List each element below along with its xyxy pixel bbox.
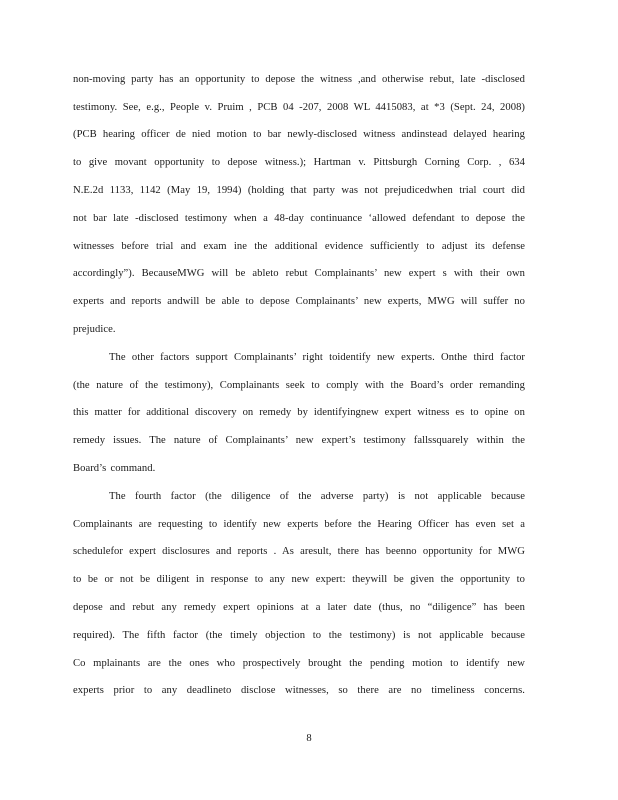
body-text-line: prejudice. xyxy=(73,324,116,335)
paragraph-first-line: The fourth factor (the diligence of the adverse party) is not applicable because xyxy=(109,491,525,502)
body-text-line: Complainants are requesting to identify new experts before the Hearing Officer has even set a xyxy=(73,519,525,530)
body-text-line: Board’s command. xyxy=(73,463,156,474)
body-text-line: testimony. See, e.g., People v. Pruim , PCB 04 -207, 2008 WL 4415083, at *3 (Sept. 24, 2008) xyxy=(73,102,525,113)
body-text-line: non-moving party has an opportunity to depose the witness ,and otherwise rebut, late -disclosed xyxy=(73,74,525,85)
page-number: 8 xyxy=(306,733,312,744)
body-text-line: depose and rebut any remedy expert opinions at a later date (thus, no “diligence” has been xyxy=(73,602,525,613)
body-text-line: (PCB hearing officer de nied motion to bar newly-disclosed witness andinstead delayed hearing xyxy=(73,129,525,140)
body-text-line: to give movant opportunity to depose witness.); Hartman v. Pittsburgh Corning Corp. , 634 xyxy=(73,157,525,168)
body-text-line: Co mplainants are the ones who prospectively brought the pending motion to identify new xyxy=(73,658,525,669)
body-text-line: witnesses before trial and exam ine the additional evidence sufficiently to adjust its defense xyxy=(73,241,525,252)
body-text-line: to be or not be diligent in response to any new expert: theywill be given the opportunity to xyxy=(73,574,525,585)
body-text-line: this matter for additional discovery on remedy by identifyingnew expert witness es to opine on xyxy=(73,407,525,418)
body-text-line: experts and reports andwill be able to depose Complainants’ new experts, MWG will suffer no xyxy=(73,296,525,307)
body-text-line: N.E.2d 1133, 1142 (May 19, 1994) (holding that party was not prejudicedwhen trial court did xyxy=(73,185,525,196)
paragraph-first-line: The other factors support Complainants’ right toidentify new experts. Onthe third factor xyxy=(109,352,525,363)
body-text-line: remedy issues. The nature of Complainants’ new expert’s testimony fallssquarely within the xyxy=(73,435,525,446)
body-text-line: required). The fifth factor (the timely objection to the testimony) is not applicable because xyxy=(73,630,525,641)
body-text-line: schedulefor expert disclosures and reports . As aresult, there has beenno opportunity for MWG xyxy=(73,546,525,557)
body-text-line: accordingly”). BecauseMWG will be ableto rebut Complainants’ new expert s with their own xyxy=(73,268,525,279)
body-text-line: (the nature of the testimony), Complainants seek to comply with the Board’s order remanding xyxy=(73,380,525,391)
body-text-line: experts prior to any deadlineto disclose witnesses, so there are no timeliness concerns. xyxy=(73,685,525,696)
body-text-line: not bar late -disclosed testimony when a 48-day continuance ‘allowed defendant to depose the xyxy=(73,213,525,224)
